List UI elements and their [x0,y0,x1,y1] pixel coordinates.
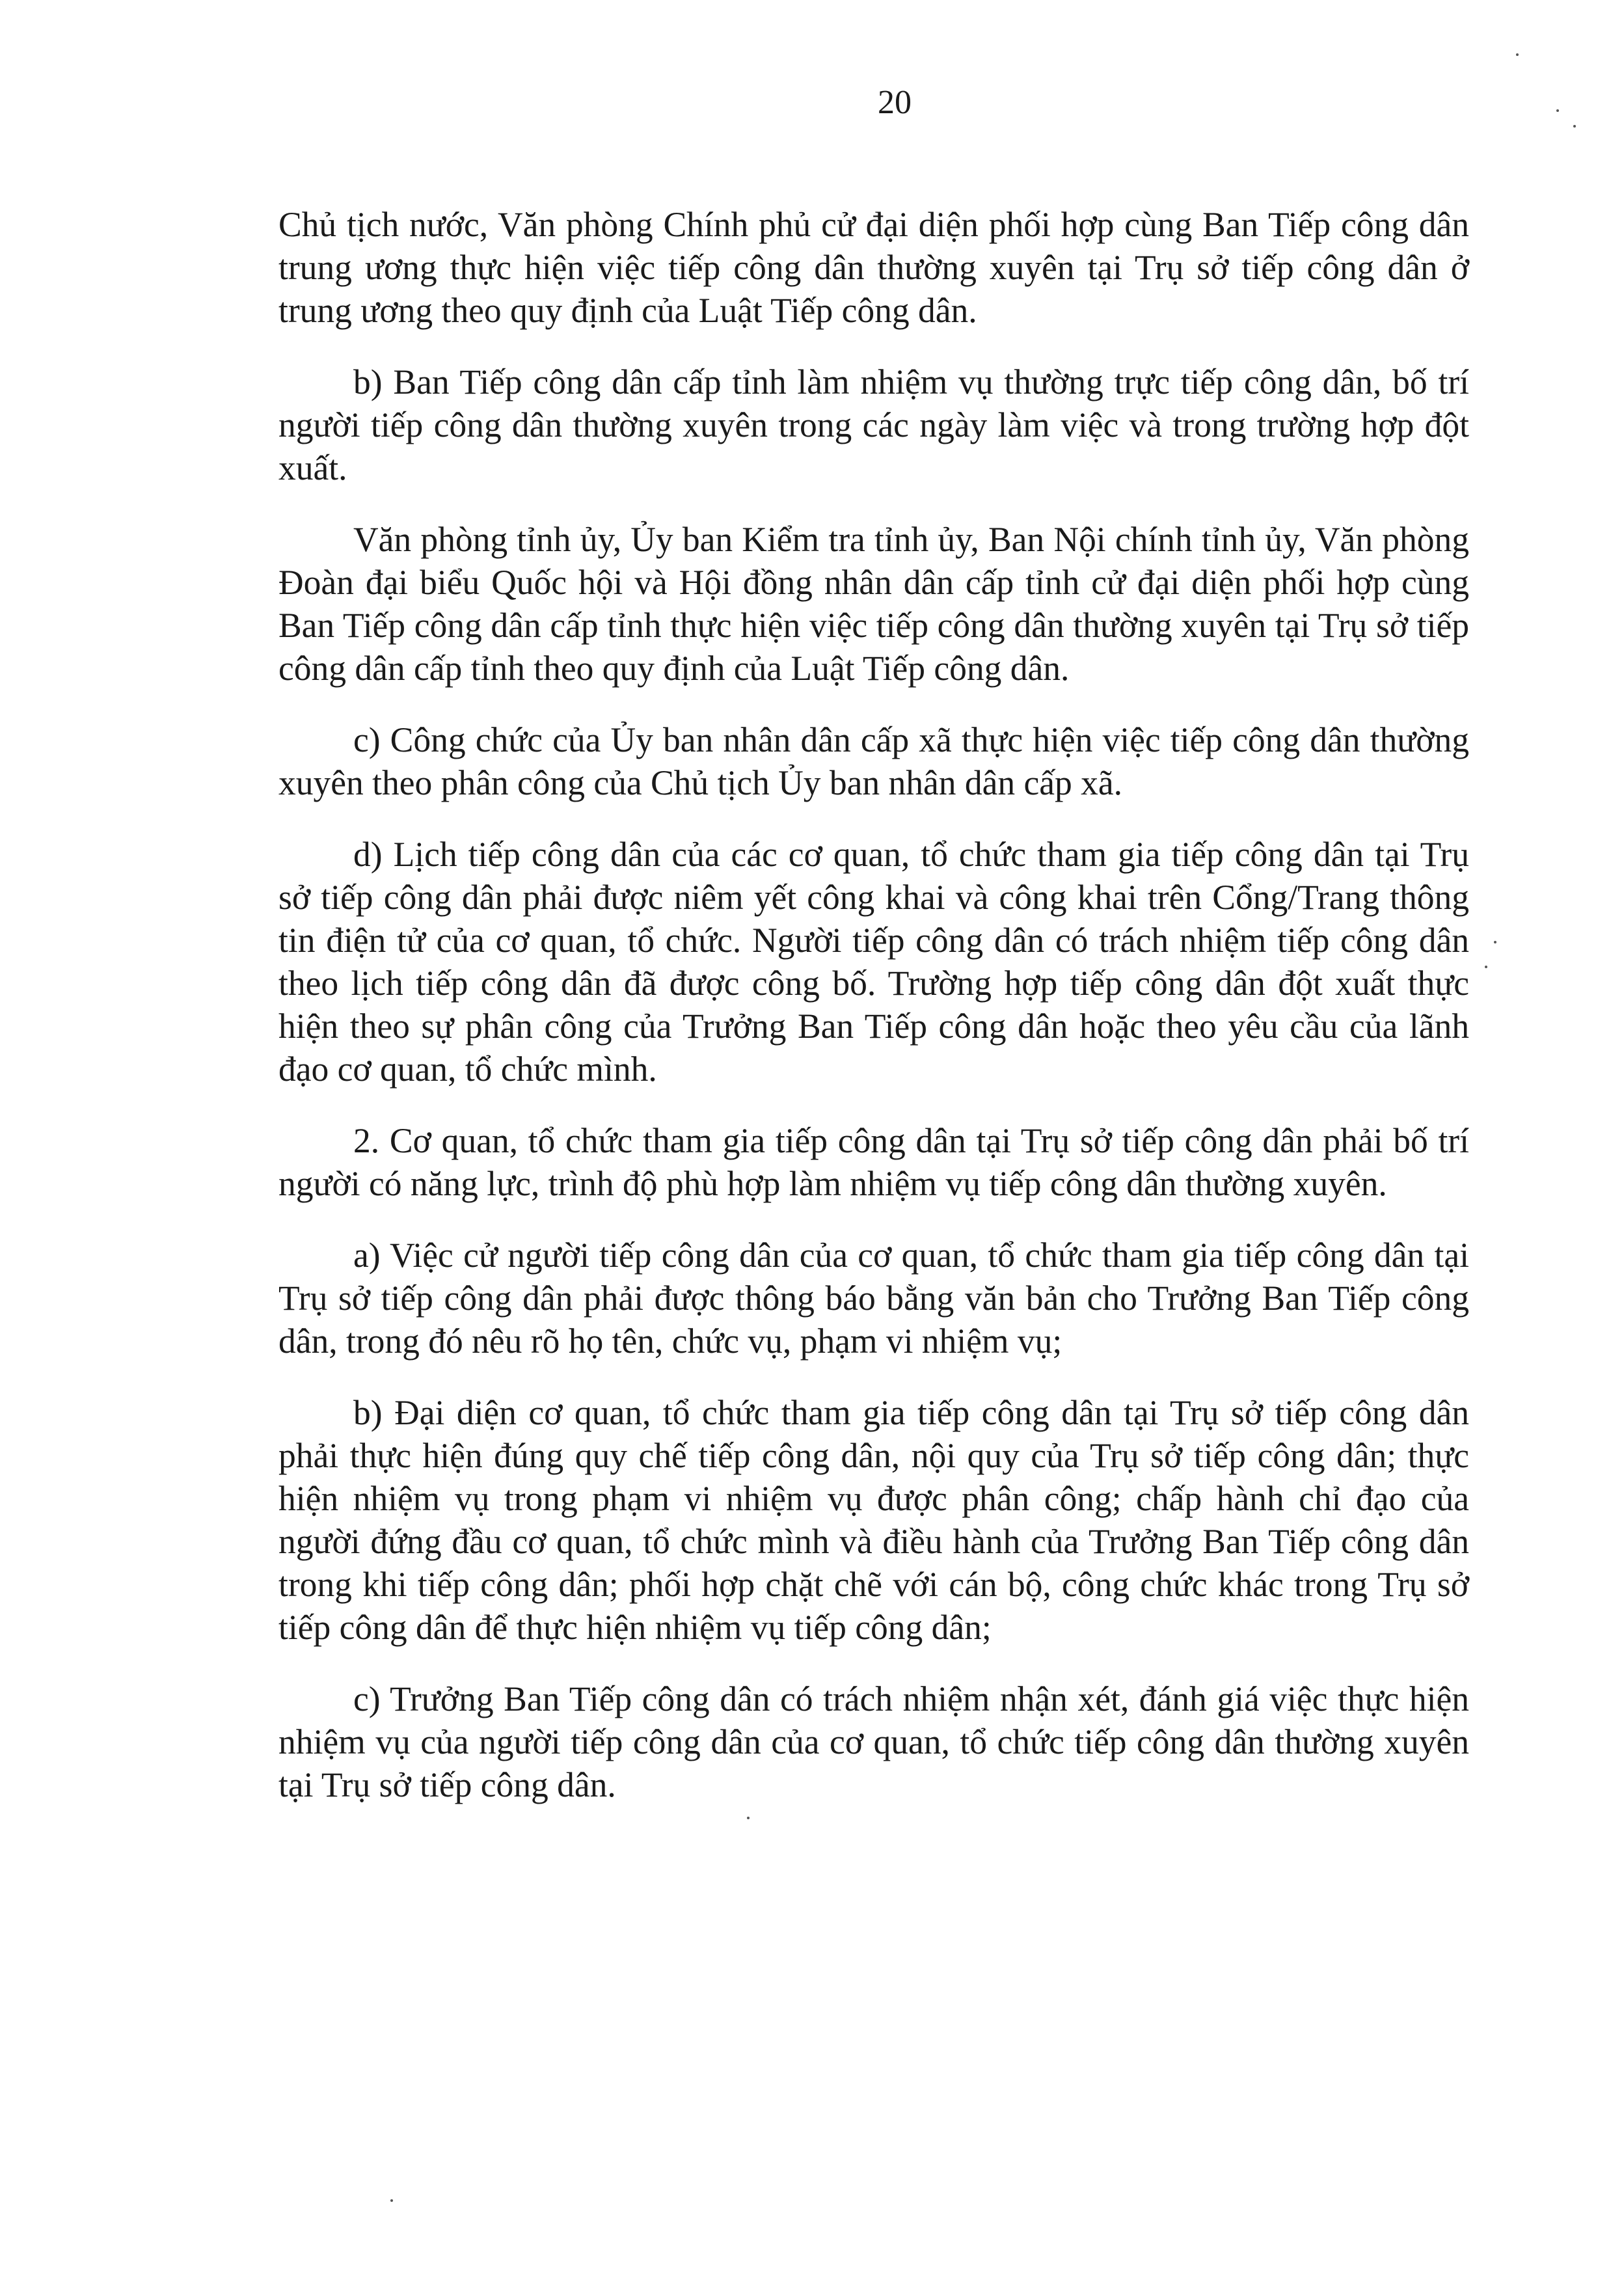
page-number: 20 [878,84,912,121]
paragraph-clause-2-item-a: a) Việc cử người tiếp công dân của cơ quan, tổ chức tham gia tiếp công dân tại Trụ sở tiếp công dân phải được thông báo bằng văn bản cho Trưởng Ban Tiếp công dân, trong đó nêu rõ họ tên, chức vụ, phạm vi nhiệm vụ; [278,1236,1469,1361]
scan-speck [1494,941,1496,943]
scan-speck [747,1817,750,1819]
scan-speck [390,2199,393,2202]
document-body [278,203,1469,1835]
paragraph-clause-2-item-b: b) Đại diện cơ quan, tổ chức tham gia tiếp công dân tại Trụ sở tiếp công dân phải thực hiện đúng quy chế tiếp công dân, nội quy của Trụ sở tiếp công dân; thực hiện nhiệm vụ trong phạm vi nhiệm vụ được phân công; chấp hành chỉ đạo của người đứng đầu cơ quan, tổ chức mình và điều hành của Trưởng Ban Tiếp công dân trong khi tiếp công dân; phối hợp chặt chẽ với cán bộ, công chức khác trong Trụ sở tiếp công dân để thực hiện nhiệm vụ tiếp công dân; [278,1393,1469,1647]
paragraph-item-c: c) Công chức của Ủy ban nhân dân cấp xã thực hiện việc tiếp công dân thường xuyên theo phân công của Chủ tịch Ủy ban nhân dân cấp xã. [278,720,1469,802]
scan-speck [1516,53,1519,56]
paragraph-provincial-offices: Văn phòng tỉnh ủy, Ủy ban Kiểm tra tỉnh ủy, Ban Nội chính tỉnh ủy, Văn phòng Đoàn đại biểu Quốc hội và Hội đồng nhân dân cấp tỉnh cử đại diện phối hợp cùng Ban Tiếp công dân cấp tỉnh thực hiện việc tiếp công dân thường xuyên tại Trụ sở tiếp công dân cấp tỉnh theo quy định của Luật Tiếp công dân. [278,520,1469,688]
paragraph-clause-2-item-c: c) Trưởng Ban Tiếp công dân có trách nhiệm nhận xét, đánh giá việc thực hiện nhiệm vụ của người tiếp công dân của cơ quan, tổ chức tiếp công dân thường xuyên tại Trụ sở tiếp công dân. [278,1679,1469,1804]
paragraph-continuation: Chủ tịch nước, Văn phòng Chính phủ cử đại diện phối hợp cùng Ban Tiếp công dân trung ương thực hiện việc tiếp công dân thường xuyên tại Trụ sở tiếp công dân ở trung ương theo quy định của Luật Tiếp công dân. [278,205,1469,330]
scan-speck [1573,125,1576,128]
scan-speck [1485,966,1487,968]
paragraph-clause-2: 2. Cơ quan, tổ chức tham gia tiếp công dân tại Trụ sở tiếp công dân phải bố trí người có năng lực, trình độ phù hợp làm nhiệm vụ tiếp công dân thường xuyên. [278,1121,1469,1203]
paragraph-item-d: d) Lịch tiếp công dân của các cơ quan, tổ chức tham gia tiếp công dân tại Trụ sở tiếp công dân phải được niêm yết công khai và công khai trên Cổng/Trang thông tin điện tử của cơ quan, tổ chức. Người tiếp công dân có trách nhiệm tiếp công dân theo lịch tiếp công dân đã được công bố. Trường hợp tiếp công dân đột xuất thực hiện theo sự phân công của Trưởng Ban Tiếp công dân hoặc theo yêu cầu của lãnh đạo cơ quan, tổ chức mình. [278,835,1469,1089]
scan-speck [1556,109,1559,112]
paragraph-item-b: b) Ban Tiếp công dân cấp tỉnh làm nhiệm vụ thường trực tiếp công dân, bố trí người tiếp công dân thường xuyên trong các ngày làm việc và trong trường hợp đột xuất. [278,362,1469,487]
